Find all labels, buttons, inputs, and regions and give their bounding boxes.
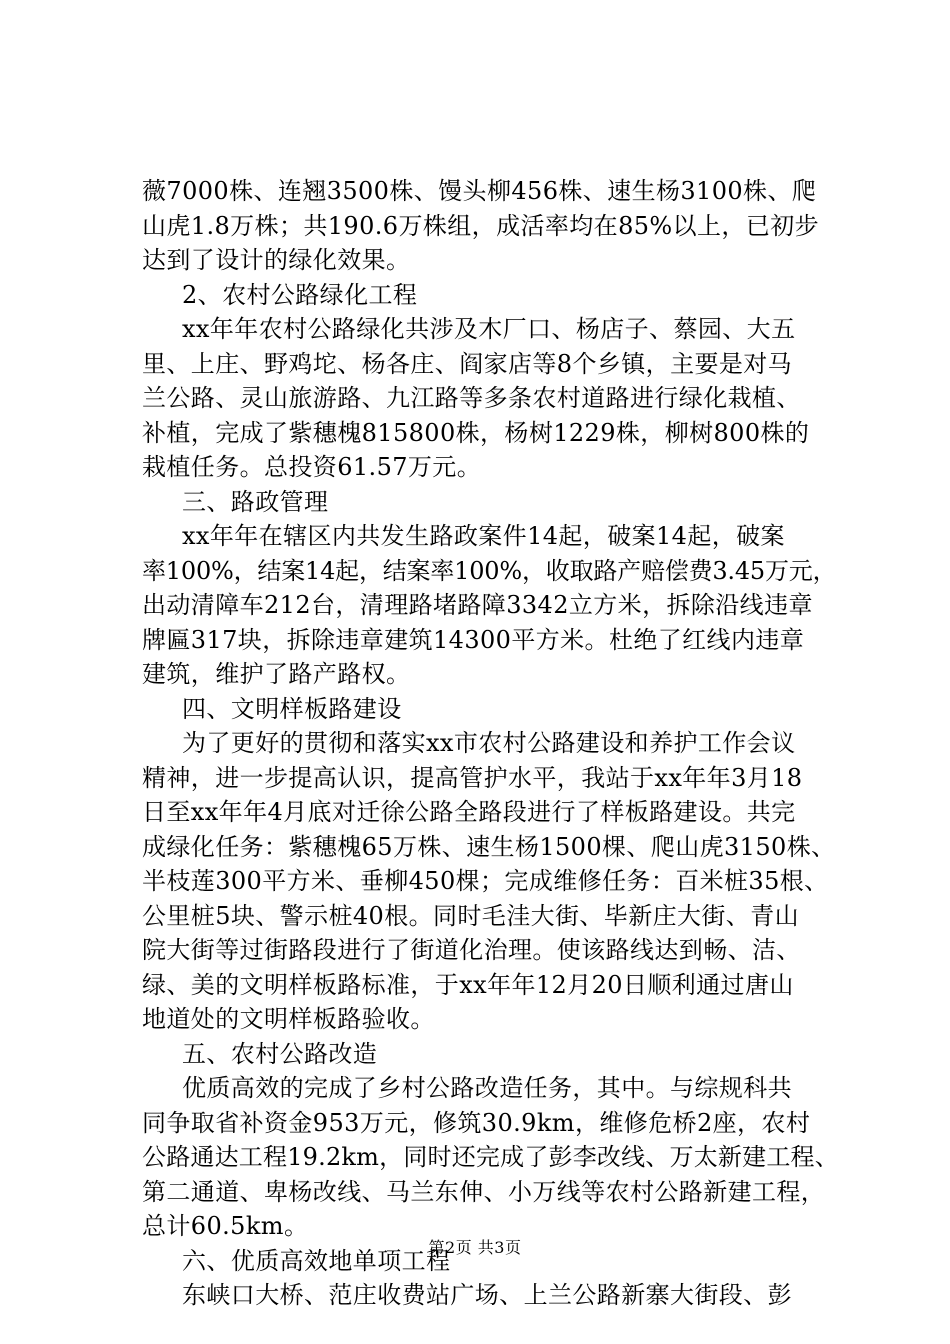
text-line: 优质高效的完成了乡村公路改造任务，其中。与综规科共: [182, 1074, 792, 1102]
text-line: 出动清障车212台，清理路堵路障3342立方米，拆除沿线违章: [142, 591, 813, 619]
text-line: 三、路政管理: [182, 487, 329, 516]
text-line: 日至xx年年4月底对迁徐公路全路段进行了样板路建设。共完: [142, 798, 796, 826]
text-line: 牌匾317块，拆除违章建筑14300平方米。杜绝了红线内违章: [142, 625, 805, 654]
text-line: 院大街等过街路段进行了街道化治理。使该路线达到畅、洁、: [142, 936, 801, 964]
text-line: 总计60.5km。: [142, 1212, 309, 1240]
text-line: 六、优质高效地单项工程: [182, 1246, 451, 1275]
page-footer: 第2页 共3页: [428, 1238, 522, 1257]
text-line: 成绿化任务：紫穗槐65万株、速生杨1500棵、爬山虎3150株、: [142, 832, 836, 861]
text-line: 薇7000株、连翘3500株、馒头柳456株、速生杨3100株、爬: [142, 177, 817, 205]
text-line: 山虎1.8万株；共190.6万株组，成活率均在85%以上，已初步: [142, 211, 820, 240]
text-line: 东峡口大桥、范庄收费站广场、上兰公路新寨大街段、彭: [182, 1281, 792, 1309]
text-line: 公路通达工程19.2km，同时还完成了彭李改线、万太新建工程、: [142, 1143, 839, 1171]
text-line: 2、农村公路绿化工程: [182, 280, 418, 309]
text-line: 五、农村公路改造: [182, 1039, 378, 1068]
text-line: xx年年在辖区内共发生路政案件14起，破案14起，破案: [182, 522, 785, 550]
text-line: 建筑，维护了路产路权。: [142, 660, 411, 688]
text-line: 栽植任务。总投资61.57万元。: [142, 453, 482, 481]
text-line: 第二通道、卑杨改线、马兰东伸、小万线等农村公路新建工程，: [142, 1177, 826, 1206]
text-line: 兰公路、灵山旅游路、九江路等多条农村道路进行绿化栽植、: [142, 384, 801, 412]
text-line: xx年年农村公路绿化共涉及木厂口、杨店子、蔡园、大五: [182, 315, 796, 343]
text-line: 率100%，结案14起，结案率100%，收取路产赔偿费3.45万元，: [142, 556, 837, 585]
text-line: 地道处的文明样板路验收。: [142, 1005, 435, 1033]
text-line: 公里桩5块、警示桩40根。同时毛洼大街、毕新庄大街、青山: [142, 901, 800, 930]
text-line: 为了更好的贯彻和落实xx市农村公路建设和养护工作会议: [182, 729, 796, 757]
text-line: 四、文明样板路建设: [182, 694, 402, 723]
text-line: 达到了设计的绿化效果。: [142, 246, 411, 274]
text-line: 里、上庄、野鸡坨、杨各庄、阎家店等8个乡镇，主要是对马: [142, 349, 793, 378]
text-line: 同争取省补资金953万元，修筑30.9km，维修危桥2座，农村: [142, 1108, 811, 1137]
text-line: 精神，进一步提高认识，提高管护水平，我站于xx年年3月18: [142, 763, 803, 792]
text-line: 绿、美的文明样板路标准，于xx年年12月20日顺利通过唐山: [142, 970, 794, 999]
text-line: 半枝莲300平方米、垂柳450棵；完成维修任务：百米桩35根、: [142, 867, 829, 895]
document-body: [142, 174, 842, 1313]
text-line: 补植，完成了紫穗槐815800株，杨树1229株，柳树800株的: [142, 418, 810, 447]
